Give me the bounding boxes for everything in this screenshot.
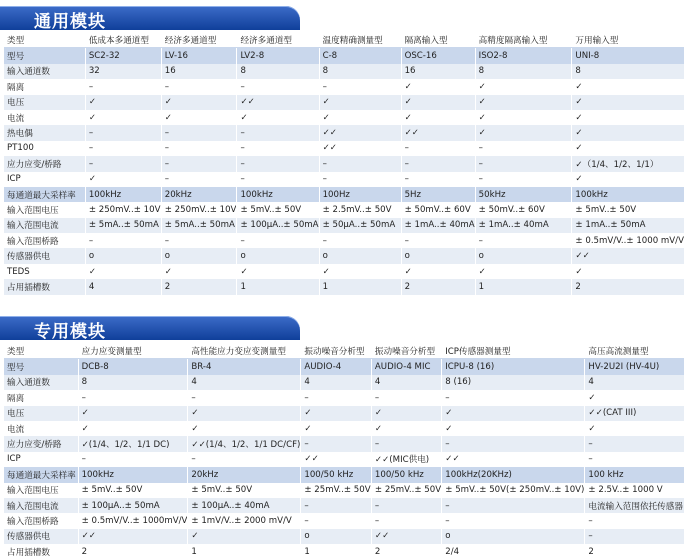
table-cell: ✓ <box>401 110 475 125</box>
table-cell: – <box>301 498 372 513</box>
table-cell: 1 <box>188 544 301 559</box>
table-row <box>4 187 684 202</box>
table-cell: ✓ <box>161 95 237 110</box>
special-modules-title: 专用模块 <box>34 322 106 342</box>
table-row <box>4 172 684 187</box>
table-cell: – <box>188 390 301 405</box>
table-cell: ± 5mA..± 50mA <box>85 218 161 233</box>
table-row <box>4 436 684 451</box>
table-row <box>4 48 684 64</box>
header-cell: 隔离输入型 <box>401 32 475 48</box>
header-cell: 高压高流测量型 <box>585 343 684 359</box>
table-row <box>4 406 684 421</box>
table-cell: – <box>301 390 372 405</box>
table-cell: 电流输入范围依托传感器 <box>585 498 684 513</box>
table-cell: ✓ <box>85 264 161 279</box>
header-label: 类型 <box>4 32 85 48</box>
table-cell: – <box>585 513 684 528</box>
row-label: ICP <box>4 172 85 187</box>
table-cell: o <box>401 248 475 263</box>
table-cell: AUDIO-4 MIC <box>371 359 441 375</box>
row-label: 隔离 <box>4 390 78 405</box>
table-cell: 8 <box>237 64 319 79</box>
table-cell: – <box>301 436 372 451</box>
table-cell: ✓✓(CAT III) <box>585 406 684 421</box>
general-modules-title: 通用模块 <box>34 12 106 32</box>
table-cell: ✓ <box>585 390 684 405</box>
table-cell: ✓ <box>319 95 401 110</box>
table-cell: ✓ <box>161 110 237 125</box>
table-cell: 32 <box>85 64 161 79</box>
row-label: 输入范围电压 <box>4 202 85 217</box>
row-label: ICP <box>4 452 78 467</box>
table-cell: – <box>237 172 319 187</box>
table-cell: ✓ <box>371 406 441 421</box>
table-cell: o <box>161 248 237 263</box>
table-cell: 4 <box>371 375 441 390</box>
table-cell: ± 5mV..± 50V(± 250mV..± 10V) <box>442 483 585 498</box>
table-cell: ✓✓ <box>78 529 188 544</box>
table-cell: 16 <box>161 64 237 79</box>
row-label: 输入范围电流 <box>4 218 85 233</box>
table-row <box>4 125 684 140</box>
table-cell: ± 25mV..± 50V <box>371 483 441 498</box>
table-cell: ✓ <box>319 264 401 279</box>
table-cell: 20kHz <box>161 187 237 202</box>
table-row <box>4 218 684 233</box>
table-cell: – <box>161 156 237 171</box>
table-cell: ✓ <box>475 125 572 140</box>
table-cell: 2 <box>78 544 188 559</box>
table-row <box>4 264 684 279</box>
table-cell: ✓✓(MIC供电) <box>371 452 441 467</box>
table-cell: – <box>319 156 401 171</box>
table-cell: 1 <box>475 279 572 294</box>
table-row <box>4 95 684 110</box>
table-cell: ✓ <box>301 421 372 436</box>
table-cell: – <box>319 79 401 94</box>
table-cell: ✓ <box>572 172 684 187</box>
table-cell: 2 <box>161 279 237 294</box>
table-cell: ✓ <box>572 110 684 125</box>
table-cell: ✓✓ <box>319 141 401 156</box>
row-label: 每通道最大采样率 <box>4 187 85 202</box>
table-cell: ✓✓ <box>237 95 319 110</box>
table-cell: – <box>78 390 188 405</box>
table-cell: – <box>475 141 572 156</box>
table-cell: – <box>161 125 237 140</box>
table-cell: ± 25mV..± 50V <box>301 483 372 498</box>
table-cell: – <box>371 513 441 528</box>
table-cell: 2 <box>585 544 684 559</box>
table-cell: ± 50mV..± 60V <box>475 202 572 217</box>
table-cell: 100kHz <box>572 187 684 202</box>
table-cell: ✓ <box>442 406 585 421</box>
table-cell: – <box>85 79 161 94</box>
header-cell: 振动噪音分析型 <box>371 343 441 359</box>
table-cell: – <box>475 172 572 187</box>
header-label: 类型 <box>4 343 78 359</box>
table-cell: o <box>237 248 319 263</box>
table-cell: – <box>475 156 572 171</box>
table-cell: ✓ <box>188 529 301 544</box>
header-cell: 低成本多通道型 <box>85 32 161 48</box>
table-cell: 4 <box>85 279 161 294</box>
table-cell: ± 50μA..± 50mA <box>319 218 401 233</box>
table-row <box>4 467 684 482</box>
table-cell: 4 <box>188 375 301 390</box>
row-label: 电压 <box>4 95 85 110</box>
table-cell: ✓✓ <box>401 125 475 140</box>
table-cell: ✓✓ <box>301 452 372 467</box>
table-row <box>4 483 684 498</box>
table-cell: ✓ <box>401 264 475 279</box>
table-cell: 20kHz <box>188 467 301 482</box>
table-cell: 8 <box>319 64 401 79</box>
table-row <box>4 421 684 436</box>
table-cell: SC2-32 <box>85 48 161 64</box>
table-row <box>4 202 684 217</box>
table-row <box>4 452 684 467</box>
table-cell: ± 0.5mV/V..± 1000 mV/V <box>572 233 684 248</box>
table-row <box>4 375 684 390</box>
header-cell: 高性能应力变应变测量型 <box>188 343 301 359</box>
row-label: 电流 <box>4 110 85 125</box>
row-label: 占用插槽数 <box>4 279 85 294</box>
row-label: 传感器供电 <box>4 529 78 544</box>
table-cell: ISO2-8 <box>475 48 572 64</box>
general-modules-banner <box>0 6 300 30</box>
table-cell: ✓✓ <box>572 248 684 263</box>
table-cell: LV-16 <box>161 48 237 64</box>
table-cell: 2 <box>371 544 441 559</box>
table-cell: ✓（1/4、1/2、1/1） <box>572 156 684 171</box>
table-cell: UNI-8 <box>572 48 684 64</box>
row-label: 电流 <box>4 421 78 436</box>
table-row <box>4 529 684 544</box>
table-row <box>4 513 684 528</box>
table-cell: 8 <box>78 375 188 390</box>
row-label: 电压 <box>4 406 78 421</box>
row-label: 应力应变/桥路 <box>4 436 78 451</box>
row-label: 热电偶 <box>4 125 85 140</box>
table-cell: – <box>237 125 319 140</box>
table-cell: ✓ <box>475 79 572 94</box>
table-cell: ✓✓(1/4、1/2、1/1 DC/CF) <box>188 436 301 451</box>
row-label: 输入范围桥路 <box>4 513 78 528</box>
table-cell: 2/4 <box>442 544 585 559</box>
table-cell: 100kHz <box>78 467 188 482</box>
table-cell: OSC-16 <box>401 48 475 64</box>
table-cell: – <box>161 233 237 248</box>
table-cell: – <box>371 390 441 405</box>
table-cell: 2 <box>401 279 475 294</box>
table-cell: AUDIO-4 <box>301 359 372 375</box>
table-cell: – <box>401 141 475 156</box>
table-cell: ✓ <box>475 264 572 279</box>
table-cell: ✓ <box>475 95 572 110</box>
table-cell: ± 1mV/V..± 2000 mV/V <box>188 513 301 528</box>
table-cell: – <box>85 141 161 156</box>
table-cell: – <box>401 156 475 171</box>
table-row <box>4 79 684 94</box>
table-row <box>4 359 684 375</box>
table-cell: – <box>161 79 237 94</box>
table-cell: ± 0.5mV/V..± 1000mV/V <box>78 513 188 528</box>
table-cell: ± 100μA..± 50mA <box>237 218 319 233</box>
table-cell: o <box>442 529 585 544</box>
table-cell: ± 50mV..± 60V <box>401 202 475 217</box>
table-cell: 100kHz <box>85 187 161 202</box>
table-cell: ± 1mA..± 40mA <box>475 218 572 233</box>
table-cell: ✓ <box>401 95 475 110</box>
special-modules-section <box>0 308 684 560</box>
table-cell: – <box>188 452 301 467</box>
table-cell: – <box>442 513 585 528</box>
row-label: 占用插槽数 <box>4 544 78 559</box>
table-cell: – <box>475 233 572 248</box>
table-cell: 5Hz <box>401 187 475 202</box>
table-cell: ✓ <box>85 110 161 125</box>
row-label: 型号 <box>4 48 85 64</box>
table-cell: ± 5mV..± 50V <box>78 483 188 498</box>
table-cell: HV-2U2I (HV-4U) <box>585 359 684 375</box>
table-cell: o <box>319 248 401 263</box>
table-cell: ± 100μA..± 50mA <box>78 498 188 513</box>
table-cell: C-8 <box>319 48 401 64</box>
table-cell: ✓✓ <box>319 125 401 140</box>
header-cell: 高精度隔离输入型 <box>475 32 572 48</box>
table-cell: – <box>237 156 319 171</box>
table-cell: ± 250mV..± 10V <box>161 202 237 217</box>
table-cell: o <box>85 248 161 263</box>
table-cell: 4 <box>301 375 372 390</box>
table-cell: – <box>78 452 188 467</box>
table-cell: – <box>442 390 585 405</box>
table-cell: ✓ <box>237 110 319 125</box>
table-cell: 8 <box>572 64 684 79</box>
table-cell: – <box>585 452 684 467</box>
table-cell: 8 <box>475 64 572 79</box>
table-cell: ✓ <box>161 264 237 279</box>
table-cell: – <box>237 141 319 156</box>
table-cell: 1 <box>237 279 319 294</box>
table-cell: ± 5mV..± 50V <box>188 483 301 498</box>
header-cell: 振动噪音分析型 <box>301 343 372 359</box>
table-cell: – <box>301 513 372 528</box>
table-cell: ± 2.5V..± 1000 V <box>585 483 684 498</box>
table-row <box>4 156 684 171</box>
table-cell: ✓ <box>371 421 441 436</box>
table-cell: o <box>475 248 572 263</box>
table-cell: – <box>401 172 475 187</box>
header-cell: 温度精确测量型 <box>319 32 401 48</box>
header-cell: 经济多通道型 <box>161 32 237 48</box>
table-cell: o <box>301 529 372 544</box>
row-label: 输入通道数 <box>4 64 85 79</box>
table-cell: ✓ <box>188 406 301 421</box>
header-cell: 应力应变测量型 <box>78 343 188 359</box>
table-row <box>4 279 684 294</box>
table-cell: 100Hz <box>319 187 401 202</box>
table-cell: – <box>161 141 237 156</box>
table-cell: ✓ <box>301 406 372 421</box>
table-cell: – <box>371 498 441 513</box>
table-cell: 1 <box>301 544 372 559</box>
table-cell: ✓ <box>572 264 684 279</box>
table-row <box>4 248 684 263</box>
table-cell: ± 5mA..± 50mA <box>161 218 237 233</box>
table-cell: – <box>585 436 684 451</box>
table-cell: – <box>85 125 161 140</box>
table-cell: – <box>442 498 585 513</box>
table-cell: 2 <box>572 279 684 294</box>
header-cell: 万用输入型 <box>572 32 684 48</box>
table-cell: ✓ <box>572 125 684 140</box>
row-label: 隔离 <box>4 79 85 94</box>
table-row <box>4 544 684 559</box>
table-cell: ✓ <box>78 421 188 436</box>
table-row <box>4 141 684 156</box>
table-row <box>4 233 684 248</box>
row-label: 应力应变/桥路 <box>4 156 85 171</box>
table-cell: – <box>371 436 441 451</box>
table-cell: 8 (16) <box>442 375 585 390</box>
table-cell: ✓ <box>319 110 401 125</box>
table-cell: ± 1mA..± 50mA <box>572 218 684 233</box>
table-row <box>4 390 684 405</box>
table-cell: – <box>401 233 475 248</box>
special-modules-banner <box>0 316 300 340</box>
special-modules-table <box>4 343 684 559</box>
table-cell: – <box>237 79 319 94</box>
table-cell: ✓✓ <box>442 452 585 467</box>
table-cell: DCB-8 <box>78 359 188 375</box>
header-cell: ICP传感器测量型 <box>442 343 585 359</box>
table-cell: 100 kHz <box>585 467 684 482</box>
table-row <box>4 64 684 79</box>
table-cell: ✓ <box>237 264 319 279</box>
table-cell: ✓ <box>442 421 585 436</box>
table-cell: ± 1mA..± 40mA <box>401 218 475 233</box>
table-cell: ✓ <box>585 421 684 436</box>
general-modules-table <box>4 32 684 295</box>
table-cell: LV2-8 <box>237 48 319 64</box>
row-label: 输入范围电压 <box>4 483 78 498</box>
table-cell: – <box>319 172 401 187</box>
table-cell: – <box>161 172 237 187</box>
table-cell: – <box>585 529 684 544</box>
table-cell: ICPU-8 (16) <box>442 359 585 375</box>
table-cell: BR-4 <box>188 359 301 375</box>
table-cell: ✓ <box>572 141 684 156</box>
table-cell: 16 <box>401 64 475 79</box>
table-cell: ± 2.5mV..± 50V <box>319 202 401 217</box>
table-cell: ± 100μA..± 40mA <box>188 498 301 513</box>
table-cell: – <box>237 233 319 248</box>
table-cell: ✓ <box>475 110 572 125</box>
table-cell: ✓ <box>188 421 301 436</box>
row-label: 输入范围桥路 <box>4 233 85 248</box>
table-cell: 4 <box>585 375 684 390</box>
row-label: PT100 <box>4 141 85 156</box>
table-cell: 100/50 kHz <box>371 467 441 482</box>
row-label: 型号 <box>4 359 78 375</box>
table-cell: ✓✓ <box>371 529 441 544</box>
table-cell: 50kHz <box>475 187 572 202</box>
table-cell: ✓ <box>78 406 188 421</box>
table-cell: – <box>85 233 161 248</box>
table-row <box>4 498 684 513</box>
table-cell: – <box>442 436 585 451</box>
table-row <box>4 110 684 125</box>
row-label: TEDS <box>4 264 85 279</box>
table-cell: 100/50 kHz <box>301 467 372 482</box>
table-cell: ± 5mV..± 50V <box>237 202 319 217</box>
table-cell: ✓ <box>85 95 161 110</box>
table-cell: ✓ <box>85 172 161 187</box>
table-cell: ✓ <box>401 79 475 94</box>
table-cell: ± 5mV..± 50V <box>572 202 684 217</box>
row-label: 每通道最大采样率 <box>4 467 78 482</box>
row-label: 输入范围电流 <box>4 498 78 513</box>
table-cell: ± 250mV..± 10V <box>85 202 161 217</box>
table-cell: – <box>319 233 401 248</box>
header-cell: 经济多通道型 <box>237 32 319 48</box>
table-cell: – <box>85 156 161 171</box>
table-cell: ✓(1/4、1/2、1/1 DC) <box>78 436 188 451</box>
row-label: 传感器供电 <box>4 248 85 263</box>
table-cell: 100kHz <box>237 187 319 202</box>
table-header-row <box>4 343 684 359</box>
table-header-row <box>4 32 684 48</box>
table-cell: 100kHz(20KHz) <box>442 467 585 482</box>
row-label: 输入通道数 <box>4 375 78 390</box>
table-cell: ✓ <box>572 79 684 94</box>
table-cell: 1 <box>319 279 401 294</box>
table-cell: ✓ <box>572 95 684 110</box>
